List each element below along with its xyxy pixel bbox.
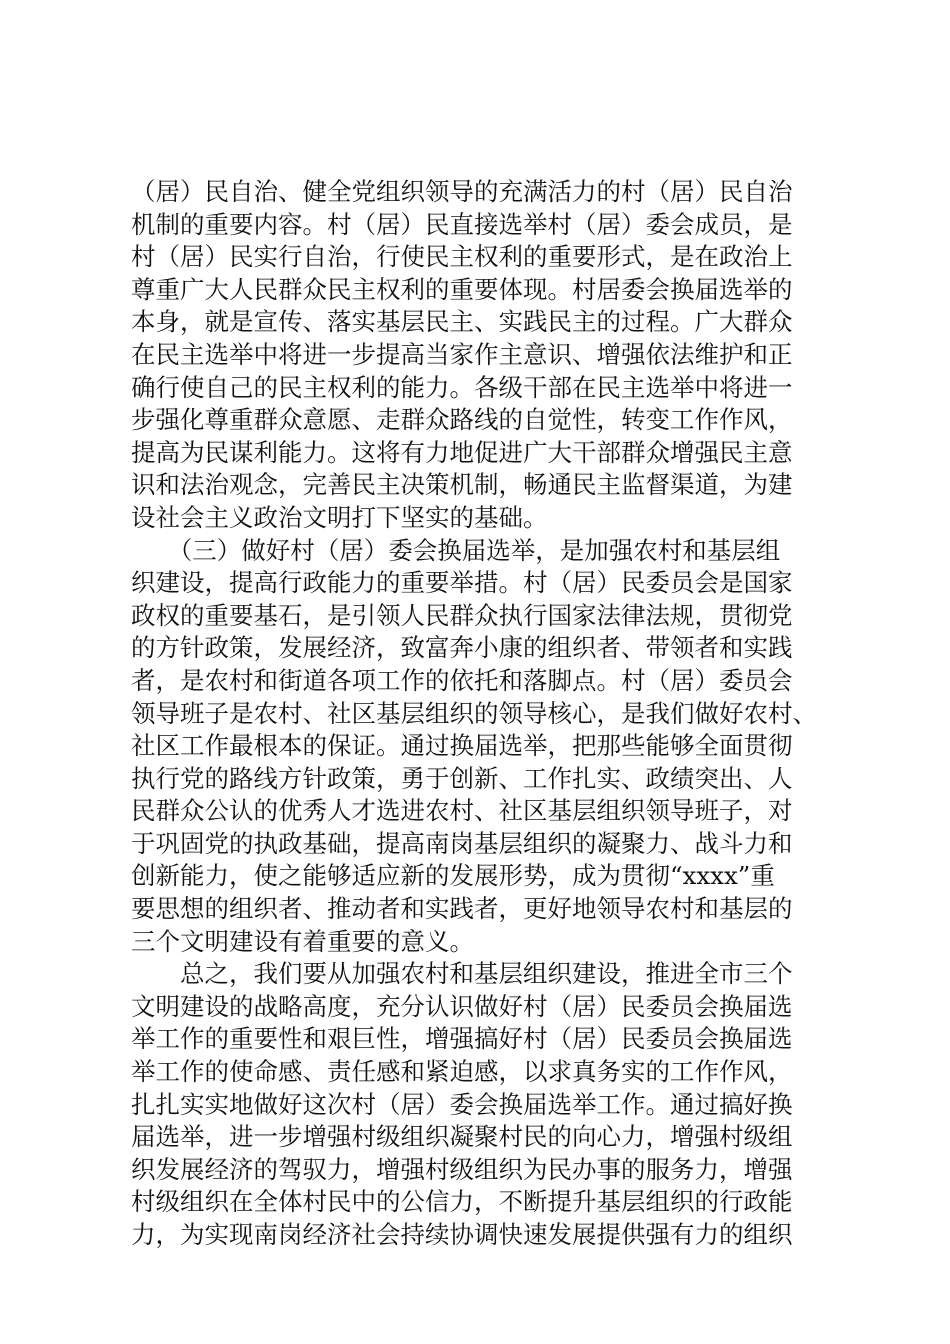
text-line: （居）民自治、健全党组织领导的充满活力的村（居）民自治 bbox=[131, 177, 793, 206]
text-line: 者，是农村和街道各项工作的依托和落脚点。村（居）委员会 bbox=[131, 665, 793, 695]
text-line: 总之，我们要从加强农村和基层组织建设，推进全市三个 bbox=[131, 959, 793, 989]
text-line: 织发展经济的驾驭力，增强村级组织为民办事的服务力，增强 bbox=[131, 1154, 793, 1184]
text-line: 识和法治观念，完善民主决策机制，畅通民主监督渠道，为建 bbox=[131, 470, 793, 500]
text-line: 三个文明建设有着重要的意义。 bbox=[131, 926, 474, 956]
text-line: 于巩固党的执政基础，提高南岗基层组织的凝聚力、战斗力和 bbox=[131, 828, 793, 858]
text-line: 文明建设的战略高度，充分认识做好村（居）民委员会换届选 bbox=[131, 991, 793, 1021]
text-line: 尊重广大人民群众民主权利的重要体现。村居委会换届选举的 bbox=[131, 274, 793, 304]
text-line: 村（居）民实行自治，行使民主权利的重要形式，是在政治上 bbox=[131, 242, 793, 272]
text-line: 创新能力，使之能够适应新的发展形势，成为贯彻“xxxx”重 bbox=[131, 861, 775, 891]
text-line: 机制的重要内容。村（居）民直接选举村（居）委会成员，是 bbox=[131, 209, 793, 239]
text-line: （三）做好村（居）委会换届选举，是加强农村和基层组 bbox=[131, 535, 781, 565]
text-line: 社区工作最根本的保证。通过换届选举，把那些能够全面贯彻 bbox=[131, 731, 793, 761]
text-line: 设社会主义政治文明打下坚实的基础。 bbox=[131, 502, 548, 532]
text-line: 政权的重要基石，是引领人民群众执行国家法律法规，贯彻党 bbox=[131, 600, 793, 630]
text-line: 执行党的路线方针政策，勇于创新、工作扎实、政绩突出、人 bbox=[131, 763, 793, 793]
text-line: 领导班子是农村、社区基层组织的领导核心，是我们做好农村、 bbox=[131, 698, 817, 728]
text-line: 提高为民谋利能力。这将有力地促进广大干部群众增强民主意 bbox=[131, 437, 793, 467]
text-line: 民群众公认的优秀人才选进农村、社区基层组织领导班子，对 bbox=[131, 796, 793, 826]
text-line: 届选举，进一步增强村级组织凝聚村民的向心力，增强村级组 bbox=[131, 1122, 793, 1152]
text-line: 确行使自己的民主权利的能力。各级干部在民主选举中将进一 bbox=[131, 372, 793, 402]
text-line: 举工作的重要性和艰巨性，增强搞好村（居）民委员会换届选 bbox=[131, 1024, 793, 1054]
text-line: 的方针政策，发展经济，致富奔小康的组织者、带领者和实践 bbox=[131, 633, 793, 663]
text-line: 要思想的组织者、推动者和实践者，更好地领导农村和基层的 bbox=[131, 894, 793, 924]
document-body-text bbox=[131, 176, 821, 1252]
text-line: 举工作的使命感、责任感和紧迫感，以求真务实的工作作风， bbox=[131, 1057, 793, 1087]
text-line: 步强化尊重群众意愿、走群众路线的自觉性，转变工作作风， bbox=[131, 405, 793, 435]
text-line: 村级组织在全体村民中的公信力，不断提升基层组织的行政能 bbox=[131, 1187, 793, 1217]
text-line: 扎扎实实地做好这次村（居）委会换届选举工作。通过搞好换 bbox=[131, 1089, 793, 1119]
text-line: 本身，就是宣传、落实基层民主、实践民主的过程。广大群众 bbox=[131, 307, 793, 337]
text-line: 织建设，提高行政能力的重要举措。村（居）民委员会是国家 bbox=[131, 568, 793, 598]
text-line: 在民主选举中将进一步提高当家作主意识、增强依法维护和正 bbox=[131, 339, 793, 369]
text-line: 力，为实现南岗经济社会持续协调快速发展提供强有力的组织 bbox=[131, 1220, 793, 1249]
